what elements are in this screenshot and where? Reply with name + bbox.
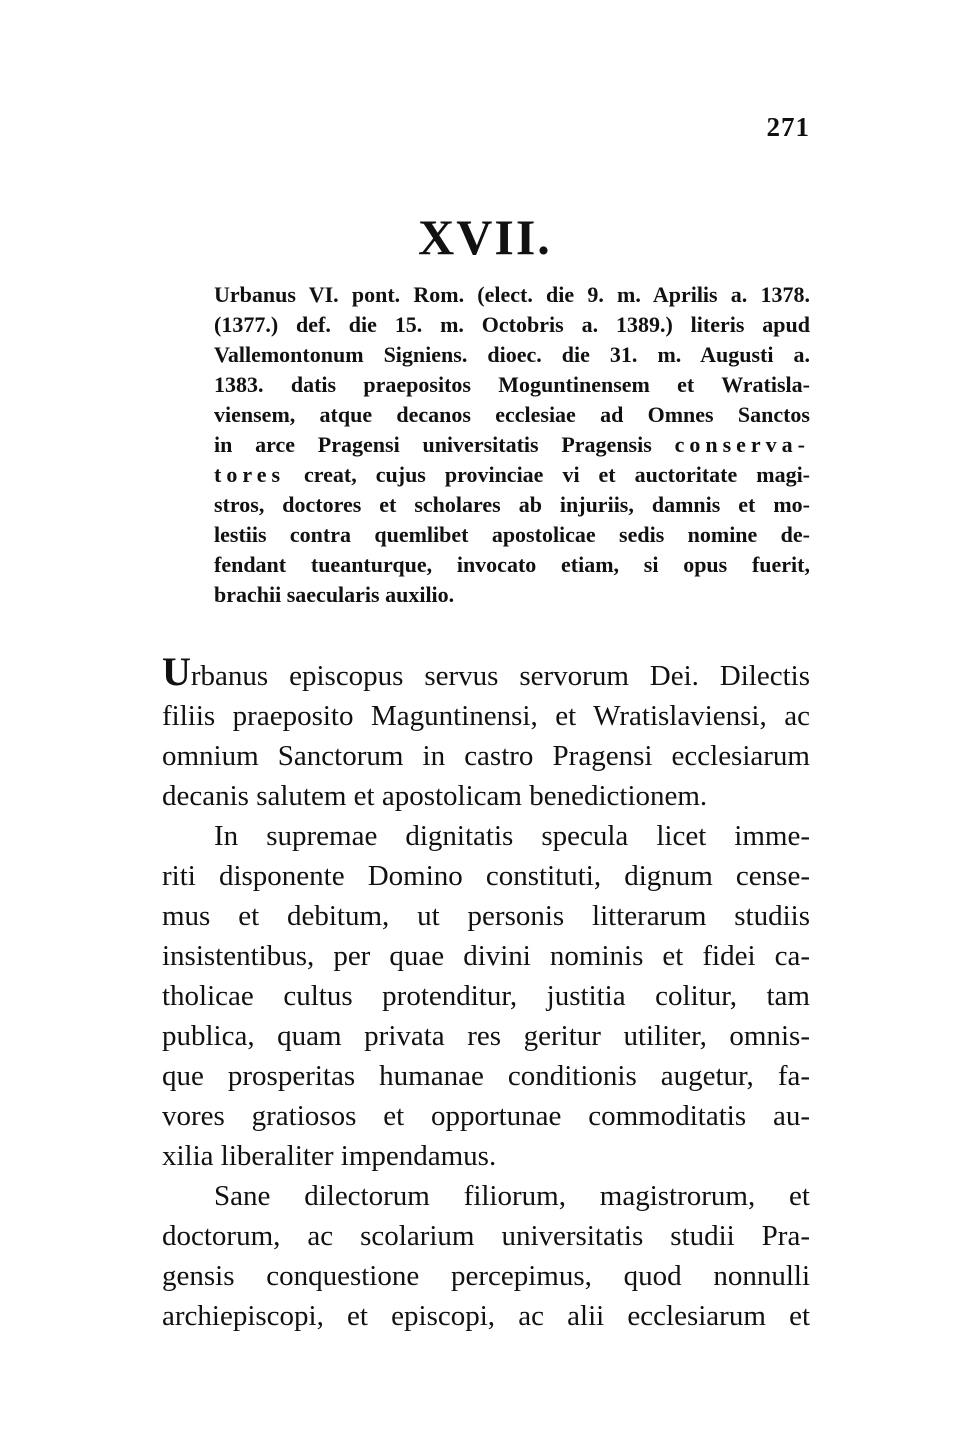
summary-line-text: in arce Pragensi universitatis Pragensis — [214, 432, 652, 457]
body-line: mus et debitum, ut personis litterarum studiis — [162, 900, 810, 932]
chapter-summary — [214, 280, 810, 610]
summary-line: brachii saecularis auxilio. — [214, 582, 455, 607]
body-line: omnium Sanctorum in castro Pragensi ecclesiarum — [162, 740, 810, 772]
summary-line: (1377.) def. die 15. m. Octobris a. 1389.) literis apud — [214, 312, 810, 337]
spaced-emphasis-word: conserva- — [674, 432, 810, 457]
summary-line: 1383. datis praepositos Moguntinensem et Wratisla- — [214, 372, 810, 397]
summary-line: Vallemontonum Signiens. dioec. die 31. m. Augusti a. — [214, 342, 810, 367]
summary-line: viensem, atque decanos ecclesiae ad Omnes Sanctos — [214, 402, 810, 427]
body-line: que prosperitas humanae conditionis augetur, fa- — [162, 1060, 810, 1092]
page-number: 271 — [766, 112, 810, 142]
letter-body — [162, 656, 810, 1336]
body-line: tholicae cultus protenditur, justitia colitur, tam — [162, 980, 810, 1012]
body-line: decanis salutem et apostolicam benedictionem. — [162, 780, 708, 812]
summary-line-text: creat, cujus provinciae vi et auctoritate magi- — [304, 462, 810, 487]
body-line: In supremae dignitatis specula licet imme- — [214, 820, 810, 852]
body-line: Sane dilectorum filiorum, magistrorum, et — [214, 1180, 810, 1212]
summary-line: lestiis contra quemlibet apostolicae sedis nomine de- — [214, 522, 810, 547]
drop-cap: U — [162, 656, 191, 694]
body-line: filiis praeposito Maguntinensi, et Wratislaviensi, ac — [162, 700, 810, 732]
body-line-text: rbanus episcopus servus servorum Dei. Dilectis — [190, 660, 810, 692]
chapter-heading: XVII. — [418, 209, 552, 265]
body-line: xilia liberaliter impendamus. — [162, 1140, 497, 1172]
body-line: doctorum, ac scolarium universitatis studii Pra- — [162, 1220, 810, 1252]
body-line: vores gratiosos et opportunae commoditatis au- — [162, 1100, 810, 1132]
body-first-line — [162, 656, 810, 696]
summary-line: stros, doctores et scholares ab injuriis, damnis et mo- — [214, 492, 810, 517]
summary-line-with-spaced-word — [214, 430, 810, 460]
spaced-emphasis-word: tores — [214, 462, 286, 487]
body-line: archiepiscopi, et episcopi, ac alii ecclesiarum et — [162, 1300, 810, 1332]
body-line: riti disponente Domino constituti, dignum cense- — [162, 860, 810, 892]
summary-line-with-spaced-word — [214, 460, 810, 490]
body-line: publica, quam privata res geritur utiliter, omnis- — [162, 1020, 810, 1052]
body-line: insistentibus, per quae divini nominis et fidei ca- — [162, 940, 810, 972]
body-line: gensis conquestione percepimus, quod nonnulli — [162, 1260, 810, 1292]
summary-line: Urbanus VI. pont. Rom. (elect. die 9. m. Aprilis a. 1378. — [214, 282, 810, 307]
summary-line: fendant tueanturque, invocato etiam, si opus fuerit, — [214, 552, 810, 577]
